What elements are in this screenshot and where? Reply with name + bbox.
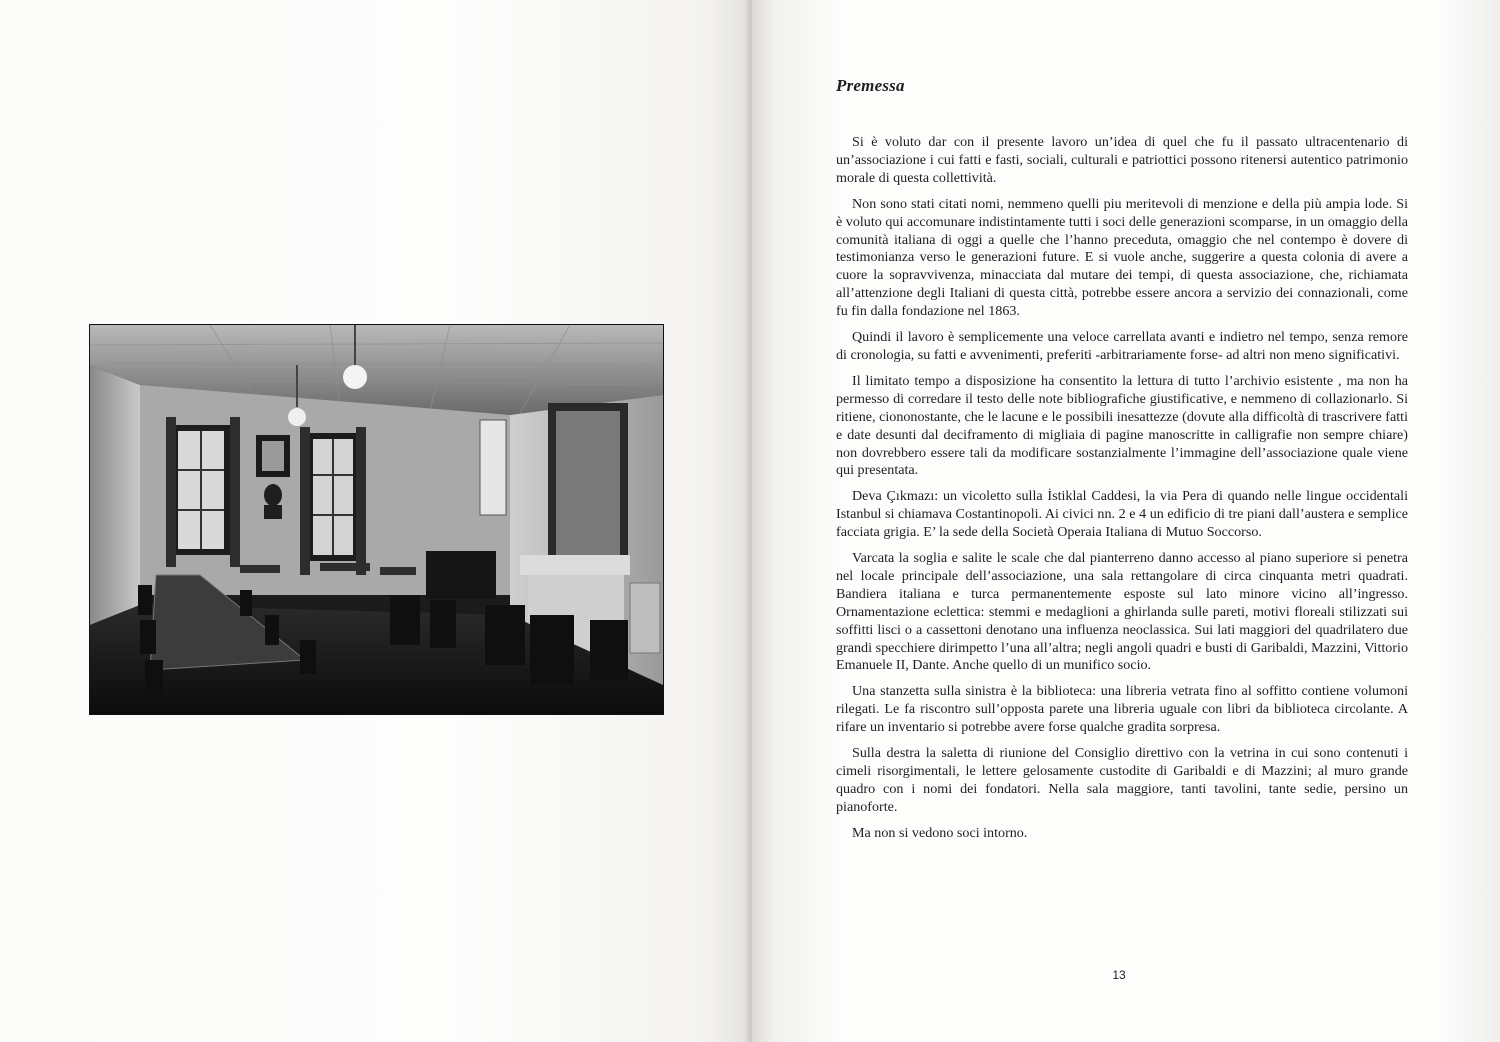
paragraph: Sulla destra la saletta di riunione del Consiglio direttivo con la vetrina in cui sono contenuti i cimeli risorgimentali, le lettere gelosamente custodite di Garibaldi e di Mazzini; al muro grande quadro con i nomi dei fondatori. Nella sala maggiore, tanti tavolini, tante sedie, persino un pianoforte. xyxy=(836,745,1408,815)
paragraph: Varcata la soglia e salite le scale che dal pianterreno danno accesso al piano superiore si penetra nel locale principale dell’associazione, una sala rettangolare di circa cinquanta metri quadrati. Bandiera italiana e turca permanentemente esposte sul lato minore vicino all’ingresso. Ornamentazione eclettica: stemmi e medaglioni a ghirlanda sulle pareti, motivi floreali stilizzati sui soffitti lisci o a cassettoni denotano una influenza neoclassica. Sui lati maggiori del quadrilatero due grandi specchiere dirimpetto l’una all’altra; negli angoli quadri e busti di Garibaldi, Mazzini, Vittorio Emanuele II, Dante. Anche quello di un munifico socio. xyxy=(836,550,1408,674)
paragraph: Una stanzetta sulla sinistra è la biblioteca: una libreria vetrata fino al soffitto contiene volumoni rilegati. Le fa riscontro sull’opposta parete una libreria uguale con libri da biblioteca circolante. A rifare un inventario si potrebbe avere forse qualche gradita sorpresa. xyxy=(836,683,1408,736)
interior-photograph xyxy=(89,324,664,715)
paragraph: Non sono stati citati nomi, nemmeno quelli piu meritevoli di menzione e della più ampia lode. Si è voluto qui accomunare indistintamente tutti i soci delle generazioni scomparse, in un omaggio della comunità italiana di oggi a quelle che l’hanno preceduta, omaggio che nel contempo è dovere di testimonianza verso le generazioni future. E si vuole anche, suggerire a questa colonia di avere a cuore la sopravvivenza, minacciata dal mutare dei tempi, di questa associazione, che, richiamata all’attenzione degli Italiani di questa città, potrebbe essere ancora a servizio dei connazionali, come fu fin dalla fondazione nel 1863. xyxy=(836,195,1408,320)
photo-interior-icon xyxy=(90,325,663,714)
body-text xyxy=(836,134,1408,851)
page-number: 13 xyxy=(1112,968,1126,982)
paragraph: Si è voluto dar con il presente lavoro un’idea di quel che fu il passato ultracentenario di un’associazione i cui fatti e fasti, sociali, culturali e patriottici possono ritenersi autentico patrimonio morale di questa collettività. xyxy=(836,134,1408,186)
paragraph: Ma non si vedono soci intorno. xyxy=(852,824,1028,841)
page-title: Premessa xyxy=(836,76,905,95)
paragraph: Quindi il lavoro è semplicemente una veloce carrellata avanti e indietro nel tempo, senza remore di cronologia, su fatti e avvenimenti, preferiti -arbitrariamente forse- ad altri non meno significativi. xyxy=(836,329,1408,363)
paragraph: Il limitato tempo a disposizione ha consentito la lettura di tutto l’archivio esistente , ma non ha permesso di corredare il testo delle note bibliografiche giustificative, e nemmeno di collazionarlo. Si ritiene, ciononostante, che le lacune e le possibili inesattezze (dovute alla difficoltà di trascrivere fatti e date desunti dal deciframento di migliaia di pagine manoscritte in calligrafie non sempre chiare) non dovrebbero essere tali da modificare sostanzialmente l’immagine dell’associazione quale viene qui presentata. xyxy=(836,372,1408,479)
paragraph: Deva Çıkmazı: un vicoletto sulla İstiklal Caddesi, la via Pera di quando nelle lingue occidentali Istanbul si chiamava Costantinopoli. Ai civici nn. 2 e 4 un edificio di tre piani dall’austera e semplice facciata grigia. E’ la sede della Società Operaia Italiana di Mutuo Soccorso. xyxy=(836,488,1408,541)
